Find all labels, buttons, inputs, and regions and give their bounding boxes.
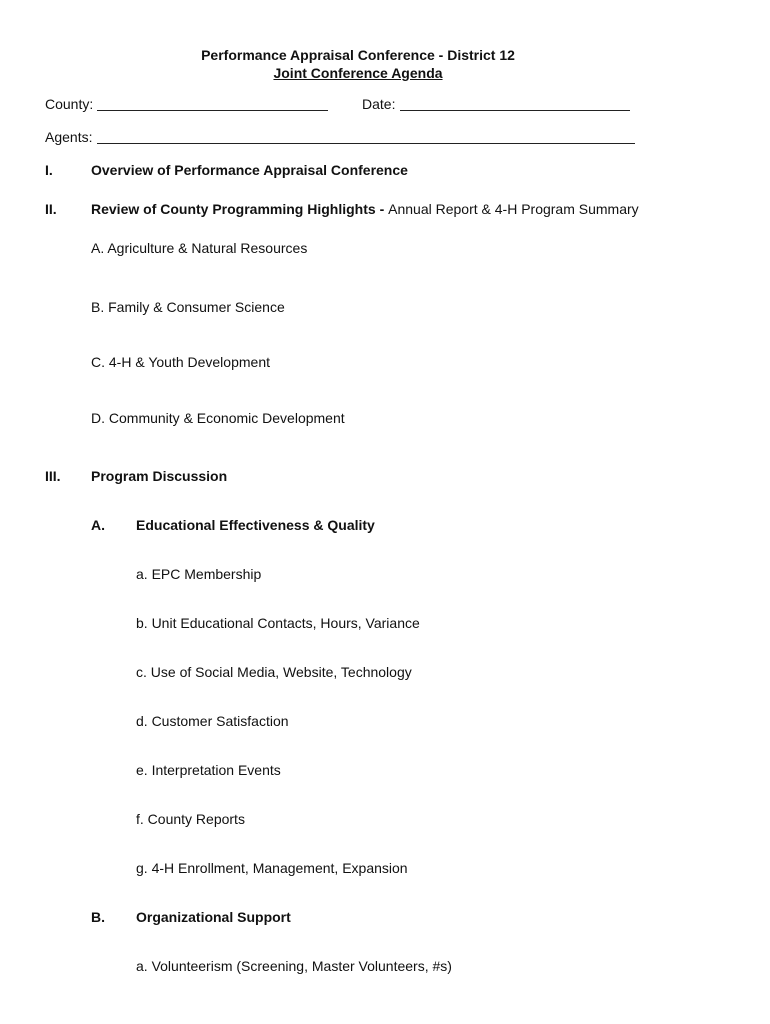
list-item: g. 4-H Enrollment, Management, Expansion <box>136 860 408 876</box>
county-field[interactable] <box>97 110 328 111</box>
date-label: Date: <box>362 96 396 112</box>
county-label: County: <box>45 96 94 112</box>
subsection-letter: A. <box>91 517 105 533</box>
list-item: C. 4-H & Youth Development <box>91 354 270 370</box>
list-item: a. EPC Membership <box>136 566 262 582</box>
page-title: Performance Appraisal Conference - District 12 <box>201 47 515 63</box>
subsection-letter: B. <box>91 909 105 925</box>
list-item: D. Community & Economic Development <box>91 410 345 426</box>
list-item: b. Unit Educational Contacts, Hours, Variance <box>136 615 420 631</box>
subsection-title: Organizational Support <box>136 909 291 925</box>
list-item: c. Use of Social Media, Website, Technology <box>136 664 412 680</box>
date-field[interactable] <box>400 110 630 111</box>
list-item: d. Customer Satisfaction <box>136 713 289 729</box>
list-item: a. Volunteerism (Screening, Master Volunteers, #s) <box>136 958 452 974</box>
section-number: II. <box>45 201 57 217</box>
list-item: B. Family & Consumer Science <box>91 299 285 315</box>
subsection-title: Educational Effectiveness & Quality <box>136 517 375 533</box>
agents-label: Agents: <box>45 129 93 145</box>
agents-field[interactable] <box>97 143 635 144</box>
section-number: III. <box>45 468 61 484</box>
section-title: Review of County Programming Highlights - <box>91 201 389 217</box>
list-item: A. Agriculture & Natural Resources <box>91 240 308 256</box>
section-title: Program Discussion <box>91 468 228 484</box>
page-subtitle: Joint Conference Agenda <box>273 65 443 81</box>
section-number: I. <box>45 162 53 178</box>
section-title: Overview of Performance Appraisal Conference <box>91 162 408 178</box>
section-description: Annual Report & 4-H Program Summary <box>388 201 639 217</box>
list-item: f. County Reports <box>136 811 245 827</box>
list-item: e. Interpretation Events <box>136 762 281 778</box>
section-heading <box>91 201 639 217</box>
